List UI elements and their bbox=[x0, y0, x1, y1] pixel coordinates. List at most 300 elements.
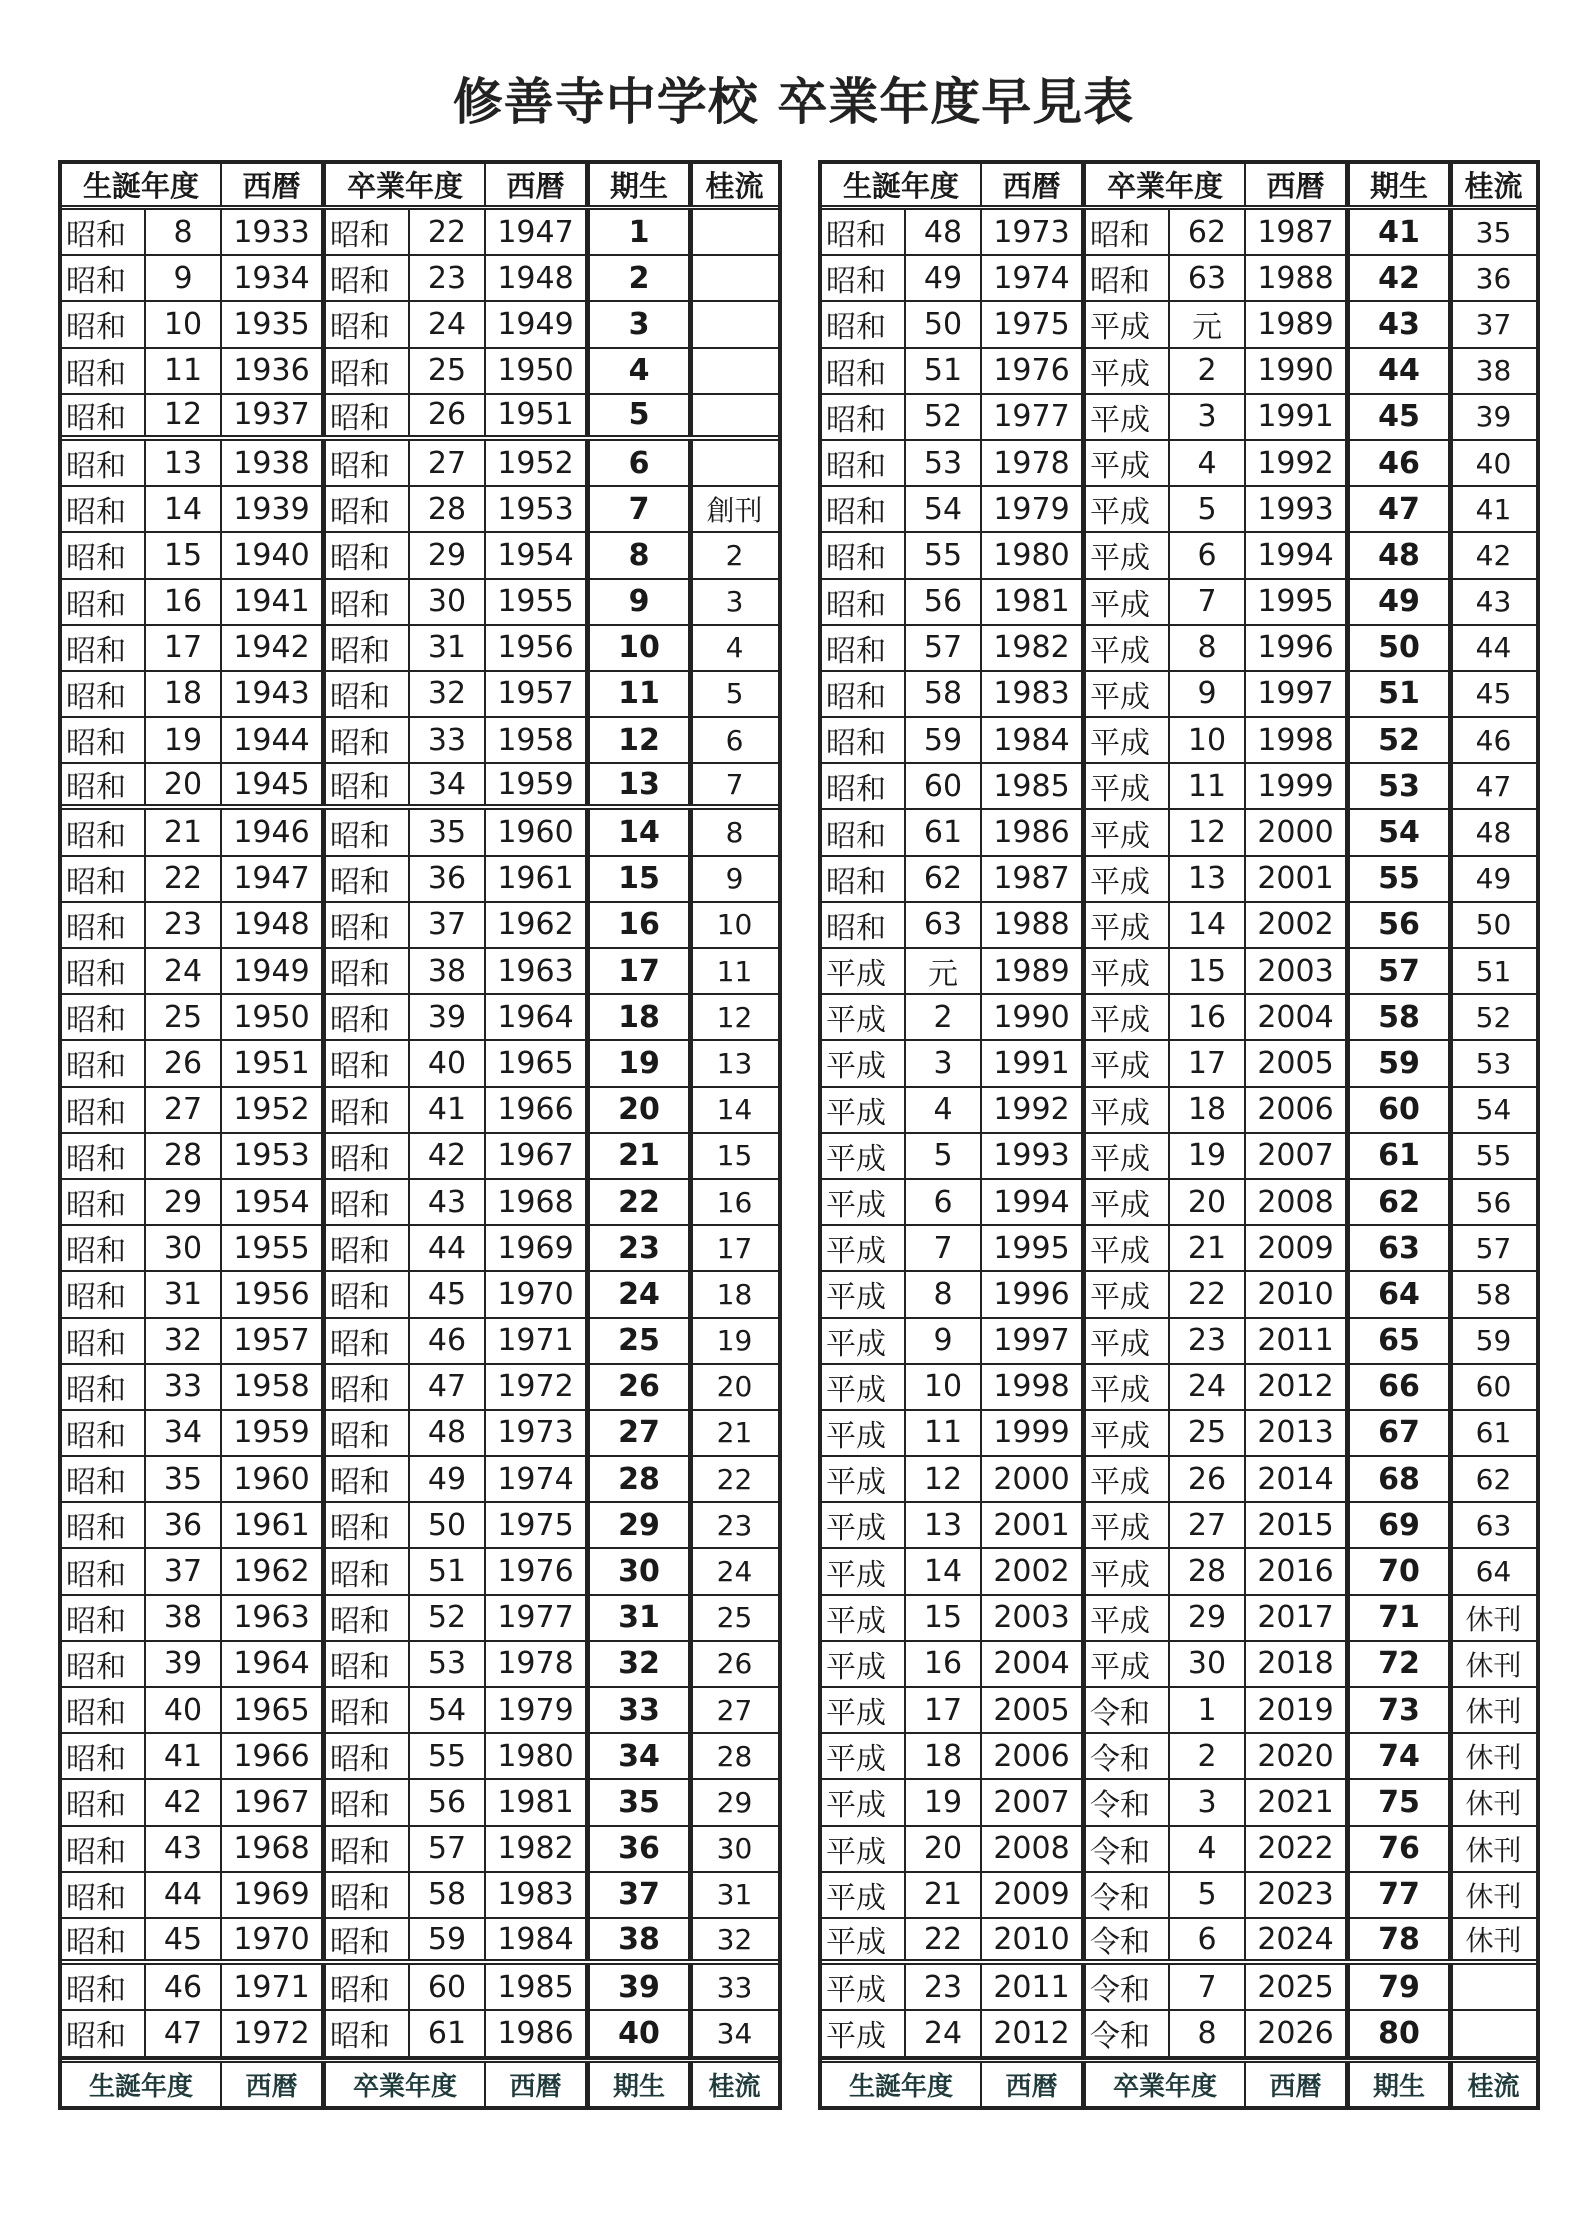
grad-era: 昭和 bbox=[326, 1688, 410, 1732]
grad-era-year: 24 bbox=[1170, 1365, 1246, 1409]
grad-era-year: 25 bbox=[1170, 1411, 1246, 1455]
generation-number: 80 bbox=[1350, 2011, 1453, 2055]
grad-era-year: 20 bbox=[1170, 1180, 1246, 1224]
grad-western-year: 1978 bbox=[486, 1642, 590, 1686]
birth-era-year: 24 bbox=[906, 2011, 982, 2055]
keiryu-issue: 16 bbox=[716, 1185, 753, 1219]
birth-era: 昭和 bbox=[822, 395, 906, 439]
grad-era: 平成 bbox=[1086, 349, 1170, 393]
generation-number: 34 bbox=[590, 1734, 693, 1778]
header-birth-year: 生誕年度 bbox=[62, 2063, 222, 2106]
birth-era: 平成 bbox=[822, 1596, 906, 1640]
birth-era-year: 18 bbox=[146, 672, 222, 716]
grad-western-year: 1977 bbox=[486, 1596, 590, 1640]
birth-era-year: 9 bbox=[146, 256, 222, 300]
birth-era: 昭和 bbox=[822, 903, 906, 947]
birth-western-year: 1993 bbox=[982, 1134, 1086, 1178]
grad-era-year: 54 bbox=[410, 1688, 486, 1732]
grad-western-year: 2020 bbox=[1246, 1734, 1350, 1778]
generation-number: 58 bbox=[1350, 995, 1453, 1039]
birth-era: 昭和 bbox=[62, 210, 146, 254]
generation-number: 38 bbox=[590, 1919, 693, 1959]
grad-western-year: 1994 bbox=[1246, 533, 1350, 577]
birth-era: 昭和 bbox=[822, 672, 906, 716]
birth-era-year: 20 bbox=[906, 1827, 982, 1871]
birth-era: 平成 bbox=[822, 1411, 906, 1455]
generation-number: 32 bbox=[590, 1642, 693, 1686]
birth-era: 昭和 bbox=[62, 1734, 146, 1778]
table-row bbox=[62, 1319, 778, 1365]
table-row bbox=[62, 1780, 778, 1826]
grad-era-year: 15 bbox=[1170, 949, 1246, 993]
keiryu-issue bbox=[1453, 2011, 1534, 2055]
birth-era-year: 50 bbox=[906, 302, 982, 346]
birth-era-year: 3 bbox=[906, 1041, 982, 1085]
birth-era-year: 49 bbox=[906, 256, 982, 300]
header-grad-western: 西暦 bbox=[1246, 164, 1350, 205]
header-grad-year: 卒業年度 bbox=[326, 2063, 486, 2106]
header-birth-western: 西暦 bbox=[222, 164, 326, 205]
table-row bbox=[822, 1734, 1536, 1780]
grad-era-year: 4 bbox=[1170, 441, 1246, 485]
birth-era-year: 11 bbox=[146, 349, 222, 393]
grad-era: 平成 bbox=[1086, 1226, 1170, 1270]
grad-western-year: 2007 bbox=[1246, 1134, 1350, 1178]
birth-western-year: 2010 bbox=[982, 1919, 1086, 1959]
birth-era: 昭和 bbox=[62, 1411, 146, 1455]
table-row bbox=[62, 2011, 778, 2057]
table-row bbox=[62, 1226, 778, 1272]
grad-era-year: 38 bbox=[410, 949, 486, 993]
birth-era: 昭和 bbox=[62, 349, 146, 393]
grad-era: 平成 bbox=[1086, 626, 1170, 670]
keiryu-issue: 13 bbox=[716, 1046, 753, 1080]
keiryu-issue: 44 bbox=[1475, 631, 1512, 665]
table-row bbox=[62, 810, 778, 856]
keiryu-issue: 4 bbox=[725, 631, 744, 665]
keiryu-issue: 32 bbox=[716, 1922, 753, 1956]
keiryu-issue: 休刊 bbox=[1465, 1695, 1522, 1729]
birth-era-year: 26 bbox=[146, 1041, 222, 1085]
grad-era-year: 57 bbox=[410, 1827, 486, 1871]
grad-era-year: 29 bbox=[410, 533, 486, 577]
table-row bbox=[822, 210, 1536, 256]
grad-era-year: 30 bbox=[1170, 1642, 1246, 1686]
grad-era-year: 2 bbox=[1170, 349, 1246, 393]
birth-western-year: 1951 bbox=[222, 1041, 326, 1085]
table-row bbox=[62, 1734, 778, 1780]
grad-era: 平成 bbox=[1086, 764, 1170, 808]
birth-western-year: 1949 bbox=[222, 949, 326, 993]
grad-era-year: 17 bbox=[1170, 1041, 1246, 1085]
grad-western-year: 1952 bbox=[486, 441, 590, 485]
header-keiryu: 桂流 bbox=[1467, 2071, 1520, 2102]
keiryu-issue: 14 bbox=[716, 1093, 753, 1127]
table-row bbox=[62, 1919, 778, 1965]
grad-era-year: 8 bbox=[1170, 2011, 1246, 2055]
birth-era: 昭和 bbox=[822, 487, 906, 531]
keiryu-issue: 27 bbox=[716, 1693, 753, 1727]
birth-western-year: 1956 bbox=[222, 1272, 326, 1316]
grad-era: 平成 bbox=[1086, 1596, 1170, 1640]
birth-western-year: 1957 bbox=[222, 1319, 326, 1363]
grad-era: 昭和 bbox=[326, 1780, 410, 1824]
generation-number: 70 bbox=[1350, 1549, 1453, 1593]
grad-era: 昭和 bbox=[326, 487, 410, 531]
keiryu-issue: 36 bbox=[1475, 261, 1512, 295]
birth-era-year: 10 bbox=[146, 302, 222, 346]
grad-western-year: 1975 bbox=[486, 1503, 590, 1547]
keiryu-issue: 5 bbox=[725, 677, 744, 711]
birth-western-year: 2002 bbox=[982, 1549, 1086, 1593]
grad-era-year: 11 bbox=[1170, 764, 1246, 808]
generation-number: 54 bbox=[1350, 810, 1453, 854]
table-footer-row bbox=[62, 2058, 778, 2106]
generation-number: 73 bbox=[1350, 1688, 1453, 1732]
generation-number: 4 bbox=[590, 349, 693, 393]
grad-western-year: 1962 bbox=[486, 903, 590, 947]
birth-western-year: 1995 bbox=[982, 1226, 1086, 1270]
keiryu-issue: 59 bbox=[1475, 1324, 1512, 1358]
grad-era-year: 14 bbox=[1170, 903, 1246, 947]
birth-western-year: 1975 bbox=[982, 302, 1086, 346]
generation-number: 20 bbox=[590, 1088, 693, 1132]
generation-number: 17 bbox=[590, 949, 693, 993]
grad-era-year: 36 bbox=[410, 857, 486, 901]
table-row bbox=[62, 672, 778, 718]
grad-western-year: 1949 bbox=[486, 302, 590, 346]
grad-era: 平成 bbox=[1086, 1180, 1170, 1224]
table-row bbox=[62, 441, 778, 487]
grad-era-year: 16 bbox=[1170, 995, 1246, 1039]
keiryu-issue: 38 bbox=[1475, 354, 1512, 388]
grad-western-year: 2004 bbox=[1246, 995, 1350, 1039]
birth-era-year: 23 bbox=[906, 1965, 982, 2009]
birth-era-year: 12 bbox=[906, 1457, 982, 1501]
table-row bbox=[822, 1503, 1536, 1549]
grad-era: 平成 bbox=[1086, 672, 1170, 716]
table-row bbox=[822, 857, 1536, 903]
header-grad-year: 卒業年度 bbox=[326, 164, 486, 205]
birth-era: 昭和 bbox=[62, 857, 146, 901]
table-row bbox=[62, 210, 778, 256]
keiryu-issue: 47 bbox=[1475, 769, 1512, 803]
birth-era-year: 16 bbox=[146, 580, 222, 624]
table-row bbox=[62, 533, 778, 579]
grad-era-year: 8 bbox=[1170, 626, 1246, 670]
grad-era-year: 33 bbox=[410, 718, 486, 762]
generation-number: 77 bbox=[1350, 1873, 1453, 1917]
generation-number: 14 bbox=[590, 810, 693, 854]
table-row bbox=[62, 302, 778, 348]
grad-western-year: 1967 bbox=[486, 1134, 590, 1178]
header-grad-year: 卒業年度 bbox=[1086, 164, 1246, 205]
grad-western-year: 1987 bbox=[1246, 210, 1350, 254]
header-birth-western: 西暦 bbox=[222, 2063, 326, 2106]
generation-number: 16 bbox=[590, 903, 693, 947]
keiryu-issue: 休刊 bbox=[1465, 1787, 1522, 1821]
generation-number: 60 bbox=[1350, 1088, 1453, 1132]
keiryu-issue: 8 bbox=[725, 816, 744, 850]
birth-era-year: 9 bbox=[906, 1319, 982, 1363]
birth-era-year: 54 bbox=[906, 487, 982, 531]
grad-era-year: 2 bbox=[1170, 1734, 1246, 1778]
birth-era-year: 29 bbox=[146, 1180, 222, 1224]
birth-era: 昭和 bbox=[62, 1457, 146, 1501]
header-keiryu: 桂流 bbox=[1464, 169, 1523, 203]
birth-era-year: 32 bbox=[146, 1319, 222, 1363]
keiryu-issue: 63 bbox=[1475, 1508, 1512, 1542]
grad-western-year: 2026 bbox=[1246, 2011, 1350, 2055]
generation-number: 22 bbox=[590, 1180, 693, 1224]
table-row bbox=[822, 1549, 1536, 1595]
graduation-table-right bbox=[818, 160, 1540, 2110]
birth-western-year: 1977 bbox=[982, 395, 1086, 439]
birth-era: 昭和 bbox=[62, 1134, 146, 1178]
table-row bbox=[62, 1596, 778, 1642]
grad-era: 平成 bbox=[1086, 441, 1170, 485]
generation-number: 29 bbox=[590, 1503, 693, 1547]
grad-era: 昭和 bbox=[326, 210, 410, 254]
keiryu-issue: 6 bbox=[725, 723, 744, 757]
generation-number: 11 bbox=[590, 672, 693, 716]
keiryu-issue: 41 bbox=[1475, 492, 1512, 526]
header-birth-western: 西暦 bbox=[982, 2063, 1086, 2106]
grad-era-year: 30 bbox=[410, 580, 486, 624]
keiryu-issue: 18 bbox=[716, 1277, 753, 1311]
table-row bbox=[822, 1780, 1536, 1826]
keiryu-issue: 33 bbox=[716, 1970, 753, 2004]
birth-era-year: 5 bbox=[906, 1134, 982, 1178]
keiryu-issue: 35 bbox=[1475, 215, 1512, 249]
grad-era: 令和 bbox=[1086, 1827, 1170, 1871]
birth-western-year: 2001 bbox=[982, 1503, 1086, 1547]
grad-era: 令和 bbox=[1086, 1688, 1170, 1732]
birth-western-year: 1983 bbox=[982, 672, 1086, 716]
birth-western-year: 2011 bbox=[982, 1965, 1086, 2009]
grad-western-year: 2022 bbox=[1246, 1827, 1350, 1871]
birth-western-year: 1946 bbox=[222, 810, 326, 854]
grad-era: 昭和 bbox=[326, 1180, 410, 1224]
birth-era-year: 34 bbox=[146, 1411, 222, 1455]
generation-number: 3 bbox=[590, 302, 693, 346]
table-row bbox=[822, 1411, 1536, 1457]
grad-western-year: 1955 bbox=[486, 580, 590, 624]
table-row bbox=[62, 1041, 778, 1087]
grad-western-year: 2009 bbox=[1246, 1226, 1350, 1270]
table-row bbox=[62, 857, 778, 903]
keiryu-issue: 58 bbox=[1475, 1277, 1512, 1311]
birth-era-year: 7 bbox=[906, 1226, 982, 1270]
grad-era-year: 6 bbox=[1170, 1919, 1246, 1959]
table-row bbox=[822, 718, 1536, 764]
generation-number: 6 bbox=[590, 441, 693, 485]
grad-western-year: 1984 bbox=[486, 1919, 590, 1959]
table-row bbox=[62, 626, 778, 672]
grad-era: 昭和 bbox=[326, 256, 410, 300]
keiryu-issue: 9 bbox=[725, 862, 744, 896]
grad-era-year: 28 bbox=[1170, 1549, 1246, 1593]
birth-western-year: 1974 bbox=[982, 256, 1086, 300]
generation-number: 63 bbox=[1350, 1226, 1453, 1270]
generation-number: 19 bbox=[590, 1041, 693, 1085]
birth-era: 昭和 bbox=[62, 2011, 146, 2055]
table-row bbox=[62, 256, 778, 302]
grad-era-year: 60 bbox=[410, 1965, 486, 2009]
grad-era-year: 22 bbox=[1170, 1272, 1246, 1316]
table-header-row bbox=[62, 164, 778, 210]
birth-era-year: 47 bbox=[146, 2011, 222, 2055]
grad-western-year: 2010 bbox=[1246, 1272, 1350, 1316]
keiryu-issue: 28 bbox=[716, 1739, 753, 1773]
grad-era: 平成 bbox=[1086, 1503, 1170, 1547]
birth-western-year: 1996 bbox=[982, 1272, 1086, 1316]
grad-era-year: 19 bbox=[1170, 1134, 1246, 1178]
birth-western-year: 1958 bbox=[222, 1365, 326, 1409]
grad-era: 平成 bbox=[1086, 1272, 1170, 1316]
generation-number: 71 bbox=[1350, 1596, 1453, 1640]
birth-era-year: 48 bbox=[906, 210, 982, 254]
birth-western-year: 1990 bbox=[982, 995, 1086, 1039]
generation-number: 69 bbox=[1350, 1503, 1453, 1547]
birth-era: 昭和 bbox=[62, 1365, 146, 1409]
keiryu-issue bbox=[693, 256, 776, 300]
grad-era: 昭和 bbox=[326, 580, 410, 624]
grad-era-year: 58 bbox=[410, 1873, 486, 1917]
keiryu-issue: 10 bbox=[716, 908, 753, 942]
grad-era-year: 13 bbox=[1170, 857, 1246, 901]
keiryu-issue: 2 bbox=[725, 538, 744, 572]
grad-era: 平成 bbox=[1086, 395, 1170, 439]
table-header-row bbox=[822, 164, 1536, 210]
grad-era-year: 3 bbox=[1170, 395, 1246, 439]
table-row bbox=[62, 1873, 778, 1919]
generation-number: 75 bbox=[1350, 1780, 1453, 1824]
grad-era: 平成 bbox=[1086, 302, 1170, 346]
birth-era: 平成 bbox=[822, 1180, 906, 1224]
grad-western-year: 1961 bbox=[486, 857, 590, 901]
birth-era-year: 19 bbox=[906, 1780, 982, 1824]
generation-number: 39 bbox=[590, 1965, 693, 2009]
grad-era-year: 50 bbox=[410, 1503, 486, 1547]
keiryu-issue: 休刊 bbox=[1465, 1648, 1522, 1682]
birth-western-year: 1970 bbox=[222, 1919, 326, 1959]
grad-western-year: 1959 bbox=[486, 764, 590, 804]
table-row bbox=[62, 995, 778, 1041]
birth-western-year: 1938 bbox=[222, 441, 326, 485]
birth-western-year: 1953 bbox=[222, 1134, 326, 1178]
grad-western-year: 2025 bbox=[1246, 1965, 1350, 2009]
birth-era-year: 25 bbox=[146, 995, 222, 1039]
table-row bbox=[822, 764, 1536, 810]
grad-western-year: 1958 bbox=[486, 718, 590, 762]
grad-era-year: 25 bbox=[410, 349, 486, 393]
header-generation: 期生 bbox=[1350, 164, 1453, 205]
birth-western-year: 1944 bbox=[222, 718, 326, 762]
keiryu-issue: 62 bbox=[1475, 1462, 1512, 1496]
birth-era: 昭和 bbox=[62, 1041, 146, 1085]
birth-western-year: 1952 bbox=[222, 1088, 326, 1132]
generation-number: 64 bbox=[1350, 1272, 1453, 1316]
grad-western-year: 1947 bbox=[486, 210, 590, 254]
grad-era: 平成 bbox=[1086, 810, 1170, 854]
table-row bbox=[822, 349, 1536, 395]
grad-western-year: 1991 bbox=[1246, 395, 1350, 439]
birth-era: 平成 bbox=[822, 2011, 906, 2055]
grad-era: 平成 bbox=[1086, 1457, 1170, 1501]
grad-era: 平成 bbox=[1086, 1041, 1170, 1085]
table-row bbox=[822, 626, 1536, 672]
grad-era: 令和 bbox=[1086, 1873, 1170, 1917]
birth-era: 昭和 bbox=[62, 764, 146, 804]
generation-number: 1 bbox=[590, 210, 693, 254]
grad-era: 昭和 bbox=[326, 441, 410, 485]
birth-era-year: 53 bbox=[906, 441, 982, 485]
grad-era-year: 21 bbox=[1170, 1226, 1246, 1270]
table-row bbox=[822, 533, 1536, 579]
keiryu-issue: 64 bbox=[1475, 1555, 1512, 1589]
grad-era-year: 53 bbox=[410, 1642, 486, 1686]
birth-western-year: 2003 bbox=[982, 1596, 1086, 1640]
table-row bbox=[822, 1827, 1536, 1873]
keiryu-issue: 61 bbox=[1475, 1416, 1512, 1450]
birth-era-year: 55 bbox=[906, 533, 982, 577]
birth-western-year: 1982 bbox=[982, 626, 1086, 670]
keiryu-issue: 24 bbox=[716, 1555, 753, 1589]
generation-number: 79 bbox=[1350, 1965, 1453, 2009]
keiryu-issue: 39 bbox=[1475, 400, 1512, 434]
grad-western-year: 1956 bbox=[486, 626, 590, 670]
grad-western-year: 1989 bbox=[1246, 302, 1350, 346]
birth-western-year: 1950 bbox=[222, 995, 326, 1039]
grad-western-year: 1996 bbox=[1246, 626, 1350, 670]
birth-era-year: 44 bbox=[146, 1873, 222, 1917]
generation-number: 28 bbox=[590, 1457, 693, 1501]
generation-number: 65 bbox=[1350, 1319, 1453, 1363]
grad-era: 昭和 bbox=[326, 1965, 410, 2009]
table-row bbox=[822, 1319, 1536, 1365]
keiryu-issue: 52 bbox=[1475, 1000, 1512, 1034]
grad-western-year: 1983 bbox=[486, 1873, 590, 1917]
birth-era-year: 58 bbox=[906, 672, 982, 716]
grad-era: 平成 bbox=[1086, 1411, 1170, 1455]
birth-western-year: 2009 bbox=[982, 1873, 1086, 1917]
generation-number: 40 bbox=[590, 2011, 693, 2055]
birth-era: 平成 bbox=[822, 1549, 906, 1593]
birth-western-year: 2005 bbox=[982, 1688, 1086, 1732]
birth-era-year: 12 bbox=[146, 395, 222, 435]
birth-era-year: 8 bbox=[906, 1272, 982, 1316]
birth-era-year: 35 bbox=[146, 1457, 222, 1501]
grad-western-year: 1982 bbox=[486, 1827, 590, 1871]
generation-number: 46 bbox=[1350, 441, 1453, 485]
grad-era: 平成 bbox=[1086, 1134, 1170, 1178]
birth-era: 昭和 bbox=[62, 1919, 146, 1959]
generation-number: 43 bbox=[1350, 302, 1453, 346]
birth-era: 平成 bbox=[822, 1688, 906, 1732]
keiryu-issue bbox=[693, 302, 776, 346]
grad-era: 平成 bbox=[1086, 1088, 1170, 1132]
grad-western-year: 1954 bbox=[486, 533, 590, 577]
table-row bbox=[822, 2011, 1536, 2057]
keiryu-issue: 19 bbox=[716, 1324, 753, 1358]
birth-era-year: 13 bbox=[906, 1503, 982, 1547]
grad-era: 昭和 bbox=[1086, 256, 1170, 300]
birth-era-year: 17 bbox=[146, 626, 222, 670]
birth-era: 昭和 bbox=[62, 580, 146, 624]
grad-era: 昭和 bbox=[326, 1411, 410, 1455]
keiryu-issue: 49 bbox=[1475, 862, 1512, 896]
